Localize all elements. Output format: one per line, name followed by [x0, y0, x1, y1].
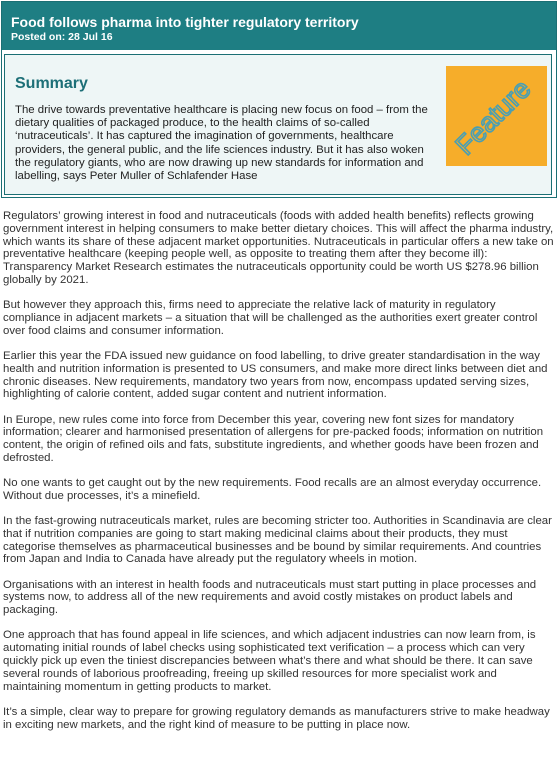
article-header [2, 2, 556, 50]
article-paragraph: Regulators’ growing interest in food and nutraceuticals (foods with added health benefits) reflects growing government interest in helping consumers to make better dietary choices. This will affect the pharma industry, which wants its share of these adjacent market opportunities. Nutraceuticals in particular offers a new take on preventative healthcare (keeping people well, as opposite to treating them after they become ill): Transparency Market Research estimates the nutraceuticals opportunity could be worth US $278.96 billion globally by 2021. [3, 210, 554, 286]
article-paragraph: In the fast-growing nutraceuticals market, rules are becoming stricter too. Authorities in Scandinavia are clear that if nutrition companies are going to start making medicinal claims about their products, they must categorise themselves as pharmaceutical businesses and be bound by similar requirements. And countries from Japan and India to Canada have already put the regulatory wheels in motion. [3, 515, 552, 566]
feature-badge-image [446, 66, 547, 166]
posted-date: Posted on: 28 Jul 16 [11, 31, 113, 43]
summary-box [4, 54, 552, 195]
feature-badge-label: Feature [449, 73, 537, 161]
article-paragraph: One approach that has found appeal in life sciences, and which adjacent industries can now learn from, is automating initial rounds of label checks using sophisticated text verification – a process which can very quickly pick up even the tiniest discrepancies between what’s there and what should be there. It can save several rounds of laborious proofreading, freeing up skilled resources for more specialist work and maintaining momentum in getting products to market. [3, 629, 536, 693]
article-paragraph: No one wants to get caught out by the new requirements. Food recalls are an almost everyday occurrence. Without due processes, it’s a minefield. [3, 477, 542, 502]
article-title: Food follows pharma into tighter regulatory territory [11, 14, 359, 30]
article-paragraph: It’s a simple, clear way to prepare for growing regulatory demands as manufacturers strive to make headway in exciting new markets, and the right kind of measure to be putting in place now. [3, 705, 550, 731]
feature-badge-graphic [446, 66, 547, 166]
article-paragraph: Earlier this year the FDA issued new guidance on food labelling, to drive greater standardisation in the way health and nutrition information is presented to US consumers, and make more direct links between diet and chronic diseases. New requirements, mandatory two years from now, encompass updated serving sizes, highlighting of calorie content, added sugar content and nutrient information. [3, 349, 548, 401]
article-paragraph: Organisations with an interest in health foods and nutraceuticals must start putting in place processes and systems now, to address all of the new requirements and avoid costly mistakes on product labels and packaging. [3, 578, 537, 617]
article-paragraph: In Europe, new rules come into force from December this year, covering new font sizes for mandatory information; clearer and harmonised presentation of allergens for pre-packed foods; information on nutrition content, the origin of refined oils and fats, substitute ingredients, and whether goods have been frozen and defrosted. [3, 413, 544, 464]
summary-heading: Summary [15, 75, 88, 92]
summary-text: The drive towards preventative healthcare is placing new focus on food – from the dietary qualities of packaged produce, to the health claims of so-called ‘nutraceuticals’. It has captured the imagination of governments, healthcare providers, the general public, and the life sciences industry. But it has also woken the regulatory giants, who are now drawing up new standards for information and labelling, says Peter Muller of Schlafender Hase [15, 104, 428, 183]
article-paragraph: But however they approach this, firms need to appreciate the relative lack of maturity in regulatory compliance in adjacent markets – a situation that will be challenged as the authorities exert greater control over food claims and consumer information. [3, 299, 538, 337]
article-body [3, 210, 556, 744]
